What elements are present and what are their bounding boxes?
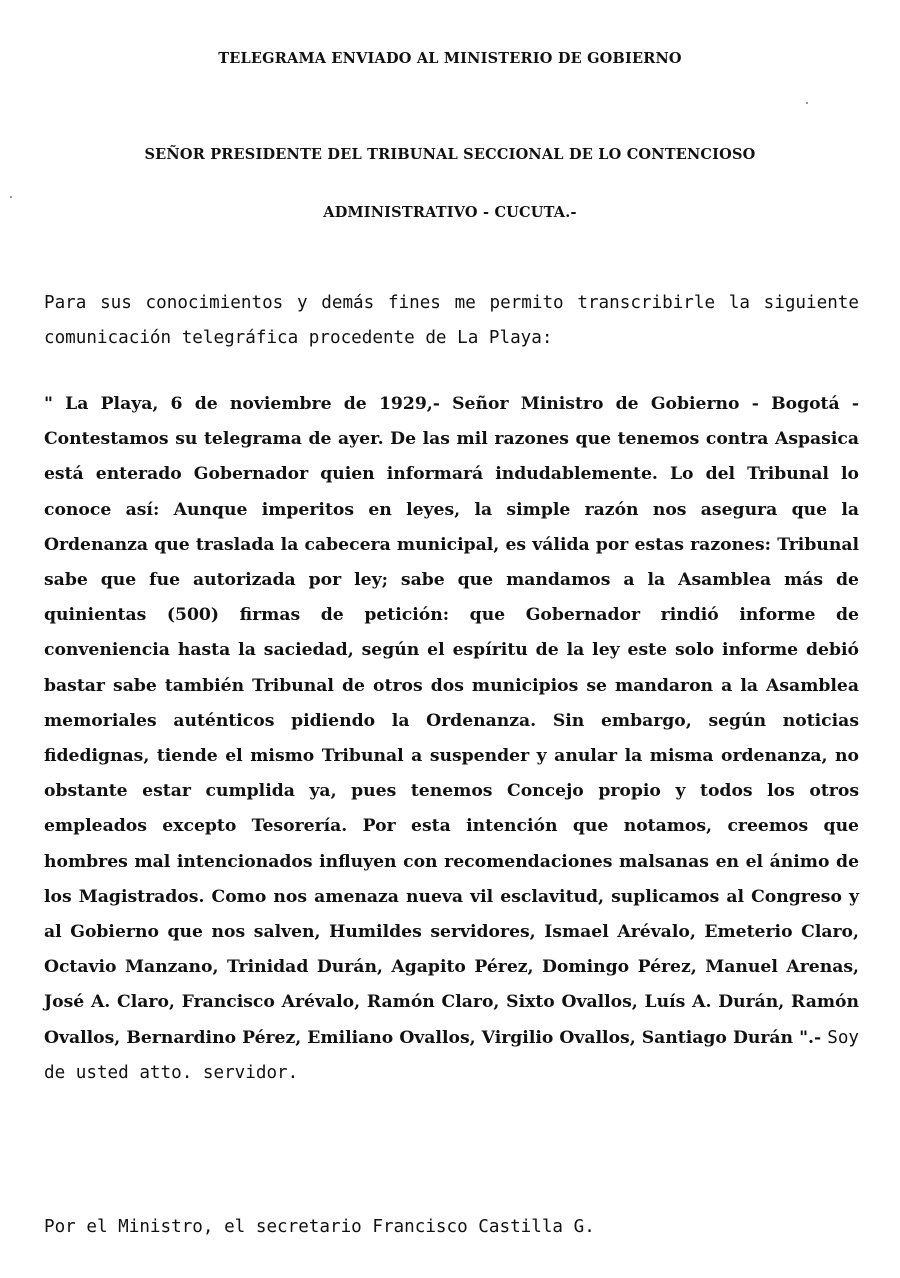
closing-text: Soy de usted atto. servidor. xyxy=(44,1027,860,1083)
addressee-line-1: SEÑOR PRESIDENTE DEL TRIBUNAL SECCIONAL DE LO CONTENCIOSO xyxy=(144,146,756,163)
scan-speck xyxy=(806,102,808,104)
intro-paragraph: Para sus conocimientos y demás fines me permito transcribirle la siguiente comunicación telegráfica procedente de La Playa: xyxy=(44,293,859,348)
scan-speck xyxy=(10,196,12,198)
document-title: TELEGRAMA ENVIADO AL MINISTERIO DE GOBIERNO xyxy=(218,50,682,67)
telegram-body: " La Playa, 6 de noviembre de 1929,- Señor Ministro de Gobierno - Bogotá - Contestamos su telegrama de ayer. De las mil razones que tenemos contra Aspasica está enterado Gobernador quien informará indudablemente. Lo del Tribunal lo conoce así: Aunque imperitos en leyes, la simple razón nos asegura que la Ordenanza que traslada la cabecera municipal, es válida por estas razones: Tribunal sabe que fue autorizada por ley; sabe que mandamos a la Asamblea más de quinientas (500) firmas de petición: que Gobernador rindió informe de conveniencia hasta la saciedad, según el espíritu de la ley este solo informe debió bastar sabe también Tribunal de otros dos municipios se mandaron a la Asamblea memoriales auténticos pidiendo la Ordenanza. Sin embargo, según noticias fidedignas, tiende el mismo Tribunal a suspender y anular la misma ordenanza, no obstante estar cumplida ya, pues tenemos Concejo propio y todos los otros empleados excepto Tesorería. Por esta intención que notamos, creemos que hombres mal intencionados influyen con recomendaciones malsanas en el ánimo de los Magistrados. Como nos amenaza nueva vil esclavitud, suplicamos al Congreso y al Gobierno que nos salven, Humildes servidores, Ismael Arévalo, Emeterio Claro, Octavio Manzano, Trinidad Durán, Agapito Pérez, Domingo Pérez, Manuel Arenas, José A. Claro, Francisco Arévalo, Ramón Claro, Sixto Ovallos, Luís A. Durán, Ramón Ovallos, Bernardino Pérez, Emiliano Ovallos, Virgilio Ovallos, Santiago Durán ".- xyxy=(44,394,859,1048)
signature-line: Por el Ministro, el secretario Francisco Castilla G. xyxy=(44,1217,595,1237)
telegram-paragraph xyxy=(44,387,859,1091)
addressee-line-2: ADMINISTRATIVO - CUCUTA.- xyxy=(323,204,577,221)
